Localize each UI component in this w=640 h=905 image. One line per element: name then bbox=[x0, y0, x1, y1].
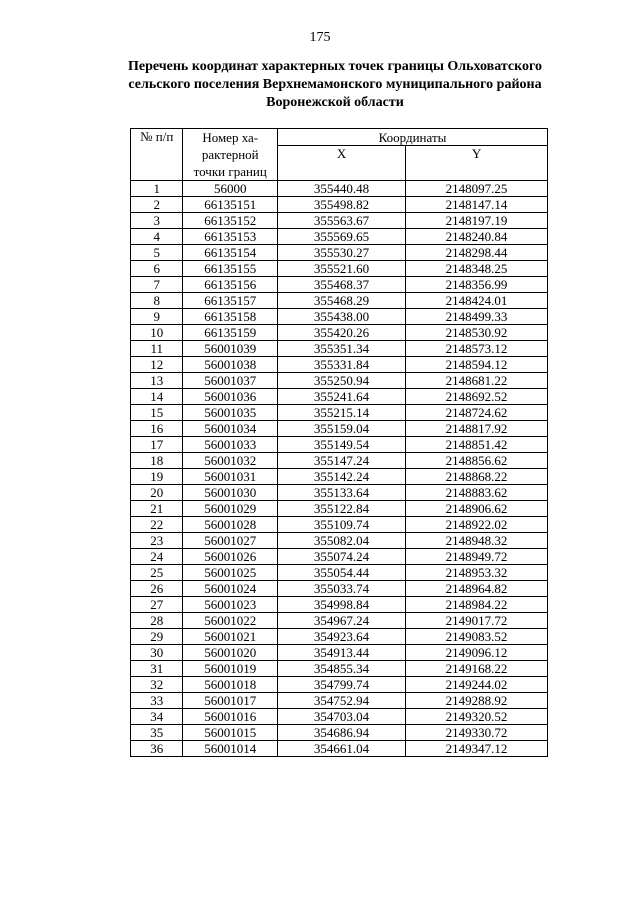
cell-x: 355250.94 bbox=[277, 373, 405, 389]
cell-x: 355142.24 bbox=[277, 469, 405, 485]
document-title bbox=[95, 58, 575, 112]
cell-row-number: 8 bbox=[131, 293, 183, 309]
cell-y: 2149096.12 bbox=[406, 645, 548, 661]
table-row bbox=[131, 693, 548, 709]
table-row bbox=[131, 197, 548, 213]
cell-x: 355149.54 bbox=[277, 437, 405, 453]
cell-point-number: 56001019 bbox=[183, 661, 278, 677]
cell-point-number: 56001026 bbox=[183, 549, 278, 565]
cell-x: 354913.44 bbox=[277, 645, 405, 661]
cell-x: 355133.64 bbox=[277, 485, 405, 501]
cell-y: 2149244.02 bbox=[406, 677, 548, 693]
cell-x: 355569.65 bbox=[277, 229, 405, 245]
cell-point-number: 56001016 bbox=[183, 709, 278, 725]
cell-row-number: 14 bbox=[131, 389, 183, 405]
cell-x: 354923.64 bbox=[277, 629, 405, 645]
cell-row-number: 21 bbox=[131, 501, 183, 517]
cell-x: 355498.82 bbox=[277, 197, 405, 213]
cell-row-number: 15 bbox=[131, 405, 183, 421]
header-row-number: № п/п bbox=[131, 129, 183, 181]
cell-row-number: 16 bbox=[131, 421, 183, 437]
cell-row-number: 3 bbox=[131, 213, 183, 229]
cell-row-number: 32 bbox=[131, 677, 183, 693]
table-row bbox=[131, 245, 548, 261]
cell-point-number: 56001028 bbox=[183, 517, 278, 533]
cell-y: 2148197.19 bbox=[406, 213, 548, 229]
cell-row-number: 4 bbox=[131, 229, 183, 245]
cell-point-number: 56000 bbox=[183, 181, 278, 197]
cell-y: 2148692.52 bbox=[406, 389, 548, 405]
cell-row-number: 9 bbox=[131, 309, 183, 325]
cell-x: 354661.04 bbox=[277, 741, 405, 757]
cell-point-number: 56001015 bbox=[183, 725, 278, 741]
cell-y: 2148681.22 bbox=[406, 373, 548, 389]
cell-y: 2148240.84 bbox=[406, 229, 548, 245]
cell-point-number: 66135155 bbox=[183, 261, 278, 277]
cell-row-number: 6 bbox=[131, 261, 183, 277]
cell-row-number: 31 bbox=[131, 661, 183, 677]
cell-row-number: 35 bbox=[131, 725, 183, 741]
cell-y: 2148348.25 bbox=[406, 261, 548, 277]
cell-point-number: 56001024 bbox=[183, 581, 278, 597]
coordinates-table bbox=[130, 128, 548, 757]
cell-x: 355351.34 bbox=[277, 341, 405, 357]
cell-row-number: 29 bbox=[131, 629, 183, 645]
cell-x: 354703.04 bbox=[277, 709, 405, 725]
cell-row-number: 7 bbox=[131, 277, 183, 293]
cell-point-number: 56001027 bbox=[183, 533, 278, 549]
cell-point-number: 66135159 bbox=[183, 325, 278, 341]
table-row bbox=[131, 629, 548, 645]
cell-point-number: 56001029 bbox=[183, 501, 278, 517]
cell-row-number: 20 bbox=[131, 485, 183, 501]
title-line-3: Воронежской области bbox=[266, 95, 404, 110]
cell-point-number: 56001030 bbox=[183, 485, 278, 501]
table-row bbox=[131, 229, 548, 245]
cell-point-number: 56001020 bbox=[183, 645, 278, 661]
table-row bbox=[131, 613, 548, 629]
cell-x: 354998.84 bbox=[277, 597, 405, 613]
cell-y: 2148948.32 bbox=[406, 533, 548, 549]
cell-row-number: 17 bbox=[131, 437, 183, 453]
table-row bbox=[131, 549, 548, 565]
table-row bbox=[131, 581, 548, 597]
cell-y: 2148868.22 bbox=[406, 469, 548, 485]
cell-row-number: 2 bbox=[131, 197, 183, 213]
cell-row-number: 30 bbox=[131, 645, 183, 661]
cell-point-number: 66135157 bbox=[183, 293, 278, 309]
cell-y: 2149347.12 bbox=[406, 741, 548, 757]
cell-y: 2149288.92 bbox=[406, 693, 548, 709]
table-row bbox=[131, 341, 548, 357]
cell-x: 355109.74 bbox=[277, 517, 405, 533]
table-row bbox=[131, 501, 548, 517]
table-row bbox=[131, 293, 548, 309]
cell-point-number: 66135156 bbox=[183, 277, 278, 293]
cell-y: 2148906.62 bbox=[406, 501, 548, 517]
cell-x: 355241.64 bbox=[277, 389, 405, 405]
cell-x: 355331.84 bbox=[277, 357, 405, 373]
table-row bbox=[131, 213, 548, 229]
cell-x: 355082.04 bbox=[277, 533, 405, 549]
cell-y: 2148298.44 bbox=[406, 245, 548, 261]
table-row bbox=[131, 357, 548, 373]
title-line-2: сельского поселения Верхнемамонского муниципального района bbox=[128, 77, 542, 92]
cell-row-number: 13 bbox=[131, 373, 183, 389]
cell-point-number: 66135154 bbox=[183, 245, 278, 261]
cell-x: 355530.27 bbox=[277, 245, 405, 261]
header-x: X bbox=[277, 146, 405, 181]
table-row bbox=[131, 597, 548, 613]
cell-x: 355468.37 bbox=[277, 277, 405, 293]
table-row bbox=[131, 485, 548, 501]
cell-y: 2148949.72 bbox=[406, 549, 548, 565]
cell-row-number: 36 bbox=[131, 741, 183, 757]
table-row bbox=[131, 533, 548, 549]
table-row bbox=[131, 405, 548, 421]
cell-y: 2148097.25 bbox=[406, 181, 548, 197]
page-number: 175 bbox=[309, 30, 331, 45]
cell-y: 2149017.72 bbox=[406, 613, 548, 629]
cell-y: 2149168.22 bbox=[406, 661, 548, 677]
cell-point-number: 66135153 bbox=[183, 229, 278, 245]
title-line-1: Перечень координат характерных точек границы Ольховатского bbox=[128, 59, 542, 74]
table-row bbox=[131, 661, 548, 677]
table-row bbox=[131, 645, 548, 661]
table-row bbox=[131, 565, 548, 581]
table-row bbox=[131, 517, 548, 533]
cell-x: 355468.29 bbox=[277, 293, 405, 309]
header-point-line-1: Номер ха- bbox=[202, 130, 259, 145]
cell-row-number: 12 bbox=[131, 357, 183, 373]
header-y: Y bbox=[406, 146, 548, 181]
cell-point-number: 56001031 bbox=[183, 469, 278, 485]
cell-point-number: 66135158 bbox=[183, 309, 278, 325]
cell-row-number: 10 bbox=[131, 325, 183, 341]
cell-point-number: 66135152 bbox=[183, 213, 278, 229]
header-coordinates: Координаты bbox=[277, 129, 547, 146]
cell-point-number: 56001022 bbox=[183, 613, 278, 629]
cell-row-number: 34 bbox=[131, 709, 183, 725]
cell-row-number: 23 bbox=[131, 533, 183, 549]
cell-x: 355122.84 bbox=[277, 501, 405, 517]
cell-x: 355420.26 bbox=[277, 325, 405, 341]
cell-x: 354752.94 bbox=[277, 693, 405, 709]
cell-x: 354799.74 bbox=[277, 677, 405, 693]
cell-y: 2148851.42 bbox=[406, 437, 548, 453]
cell-y: 2149330.72 bbox=[406, 725, 548, 741]
cell-point-number: 56001014 bbox=[183, 741, 278, 757]
cell-y: 2148953.32 bbox=[406, 565, 548, 581]
header-point-line-3: точки границ bbox=[193, 164, 267, 179]
table-row bbox=[131, 741, 548, 757]
cell-y: 2148724.62 bbox=[406, 405, 548, 421]
cell-point-number: 56001034 bbox=[183, 421, 278, 437]
cell-point-number: 56001018 bbox=[183, 677, 278, 693]
header-point-line-2: рактерной bbox=[201, 147, 259, 162]
cell-point-number: 56001037 bbox=[183, 373, 278, 389]
table-body bbox=[131, 181, 548, 757]
cell-x: 355521.60 bbox=[277, 261, 405, 277]
cell-point-number: 66135151 bbox=[183, 197, 278, 213]
cell-point-number: 56001033 bbox=[183, 437, 278, 453]
table-row bbox=[131, 469, 548, 485]
cell-point-number: 56001036 bbox=[183, 389, 278, 405]
cell-y: 2149320.52 bbox=[406, 709, 548, 725]
cell-row-number: 25 bbox=[131, 565, 183, 581]
cell-row-number: 33 bbox=[131, 693, 183, 709]
cell-y: 2148573.12 bbox=[406, 341, 548, 357]
cell-row-number: 24 bbox=[131, 549, 183, 565]
cell-x: 355563.67 bbox=[277, 213, 405, 229]
table-row bbox=[131, 677, 548, 693]
cell-x: 354967.24 bbox=[277, 613, 405, 629]
cell-y: 2148424.01 bbox=[406, 293, 548, 309]
cell-x: 355440.48 bbox=[277, 181, 405, 197]
cell-y: 2148922.02 bbox=[406, 517, 548, 533]
cell-point-number: 56001032 bbox=[183, 453, 278, 469]
table-row bbox=[131, 181, 548, 197]
cell-x: 355147.24 bbox=[277, 453, 405, 469]
cell-y: 2148147.14 bbox=[406, 197, 548, 213]
cell-point-number: 56001038 bbox=[183, 357, 278, 373]
cell-x: 354855.34 bbox=[277, 661, 405, 677]
cell-x: 355215.14 bbox=[277, 405, 405, 421]
cell-point-number: 56001025 bbox=[183, 565, 278, 581]
cell-y: 2148530.92 bbox=[406, 325, 548, 341]
table-row bbox=[131, 421, 548, 437]
cell-row-number: 26 bbox=[131, 581, 183, 597]
table-row bbox=[131, 709, 548, 725]
cell-point-number: 56001021 bbox=[183, 629, 278, 645]
cell-y: 2148817.92 bbox=[406, 421, 548, 437]
table-row bbox=[131, 325, 548, 341]
cell-y: 2148883.62 bbox=[406, 485, 548, 501]
cell-row-number: 1 bbox=[131, 181, 183, 197]
cell-row-number: 28 bbox=[131, 613, 183, 629]
cell-y: 2148356.99 bbox=[406, 277, 548, 293]
cell-y: 2148964.82 bbox=[406, 581, 548, 597]
cell-y: 2148594.12 bbox=[406, 357, 548, 373]
cell-y: 2148856.62 bbox=[406, 453, 548, 469]
cell-x: 354686.94 bbox=[277, 725, 405, 741]
table-row bbox=[131, 389, 548, 405]
table-row bbox=[131, 277, 548, 293]
table-row bbox=[131, 437, 548, 453]
cell-x: 355438.00 bbox=[277, 309, 405, 325]
table-row bbox=[131, 309, 548, 325]
cell-row-number: 11 bbox=[131, 341, 183, 357]
cell-y: 2149083.52 bbox=[406, 629, 548, 645]
cell-row-number: 5 bbox=[131, 245, 183, 261]
cell-y: 2148984.22 bbox=[406, 597, 548, 613]
cell-point-number: 56001023 bbox=[183, 597, 278, 613]
cell-point-number: 56001039 bbox=[183, 341, 278, 357]
cell-point-number: 56001017 bbox=[183, 693, 278, 709]
cell-x: 355159.04 bbox=[277, 421, 405, 437]
table-row bbox=[131, 453, 548, 469]
header-point-number bbox=[183, 129, 278, 181]
cell-y: 2148499.33 bbox=[406, 309, 548, 325]
cell-point-number: 56001035 bbox=[183, 405, 278, 421]
cell-row-number: 27 bbox=[131, 597, 183, 613]
table-header bbox=[131, 129, 548, 181]
table-row bbox=[131, 261, 548, 277]
cell-row-number: 19 bbox=[131, 469, 183, 485]
cell-row-number: 22 bbox=[131, 517, 183, 533]
cell-x: 355074.24 bbox=[277, 549, 405, 565]
cell-x: 355054.44 bbox=[277, 565, 405, 581]
cell-row-number: 18 bbox=[131, 453, 183, 469]
table-row bbox=[131, 725, 548, 741]
cell-x: 355033.74 bbox=[277, 581, 405, 597]
table-row bbox=[131, 373, 548, 389]
